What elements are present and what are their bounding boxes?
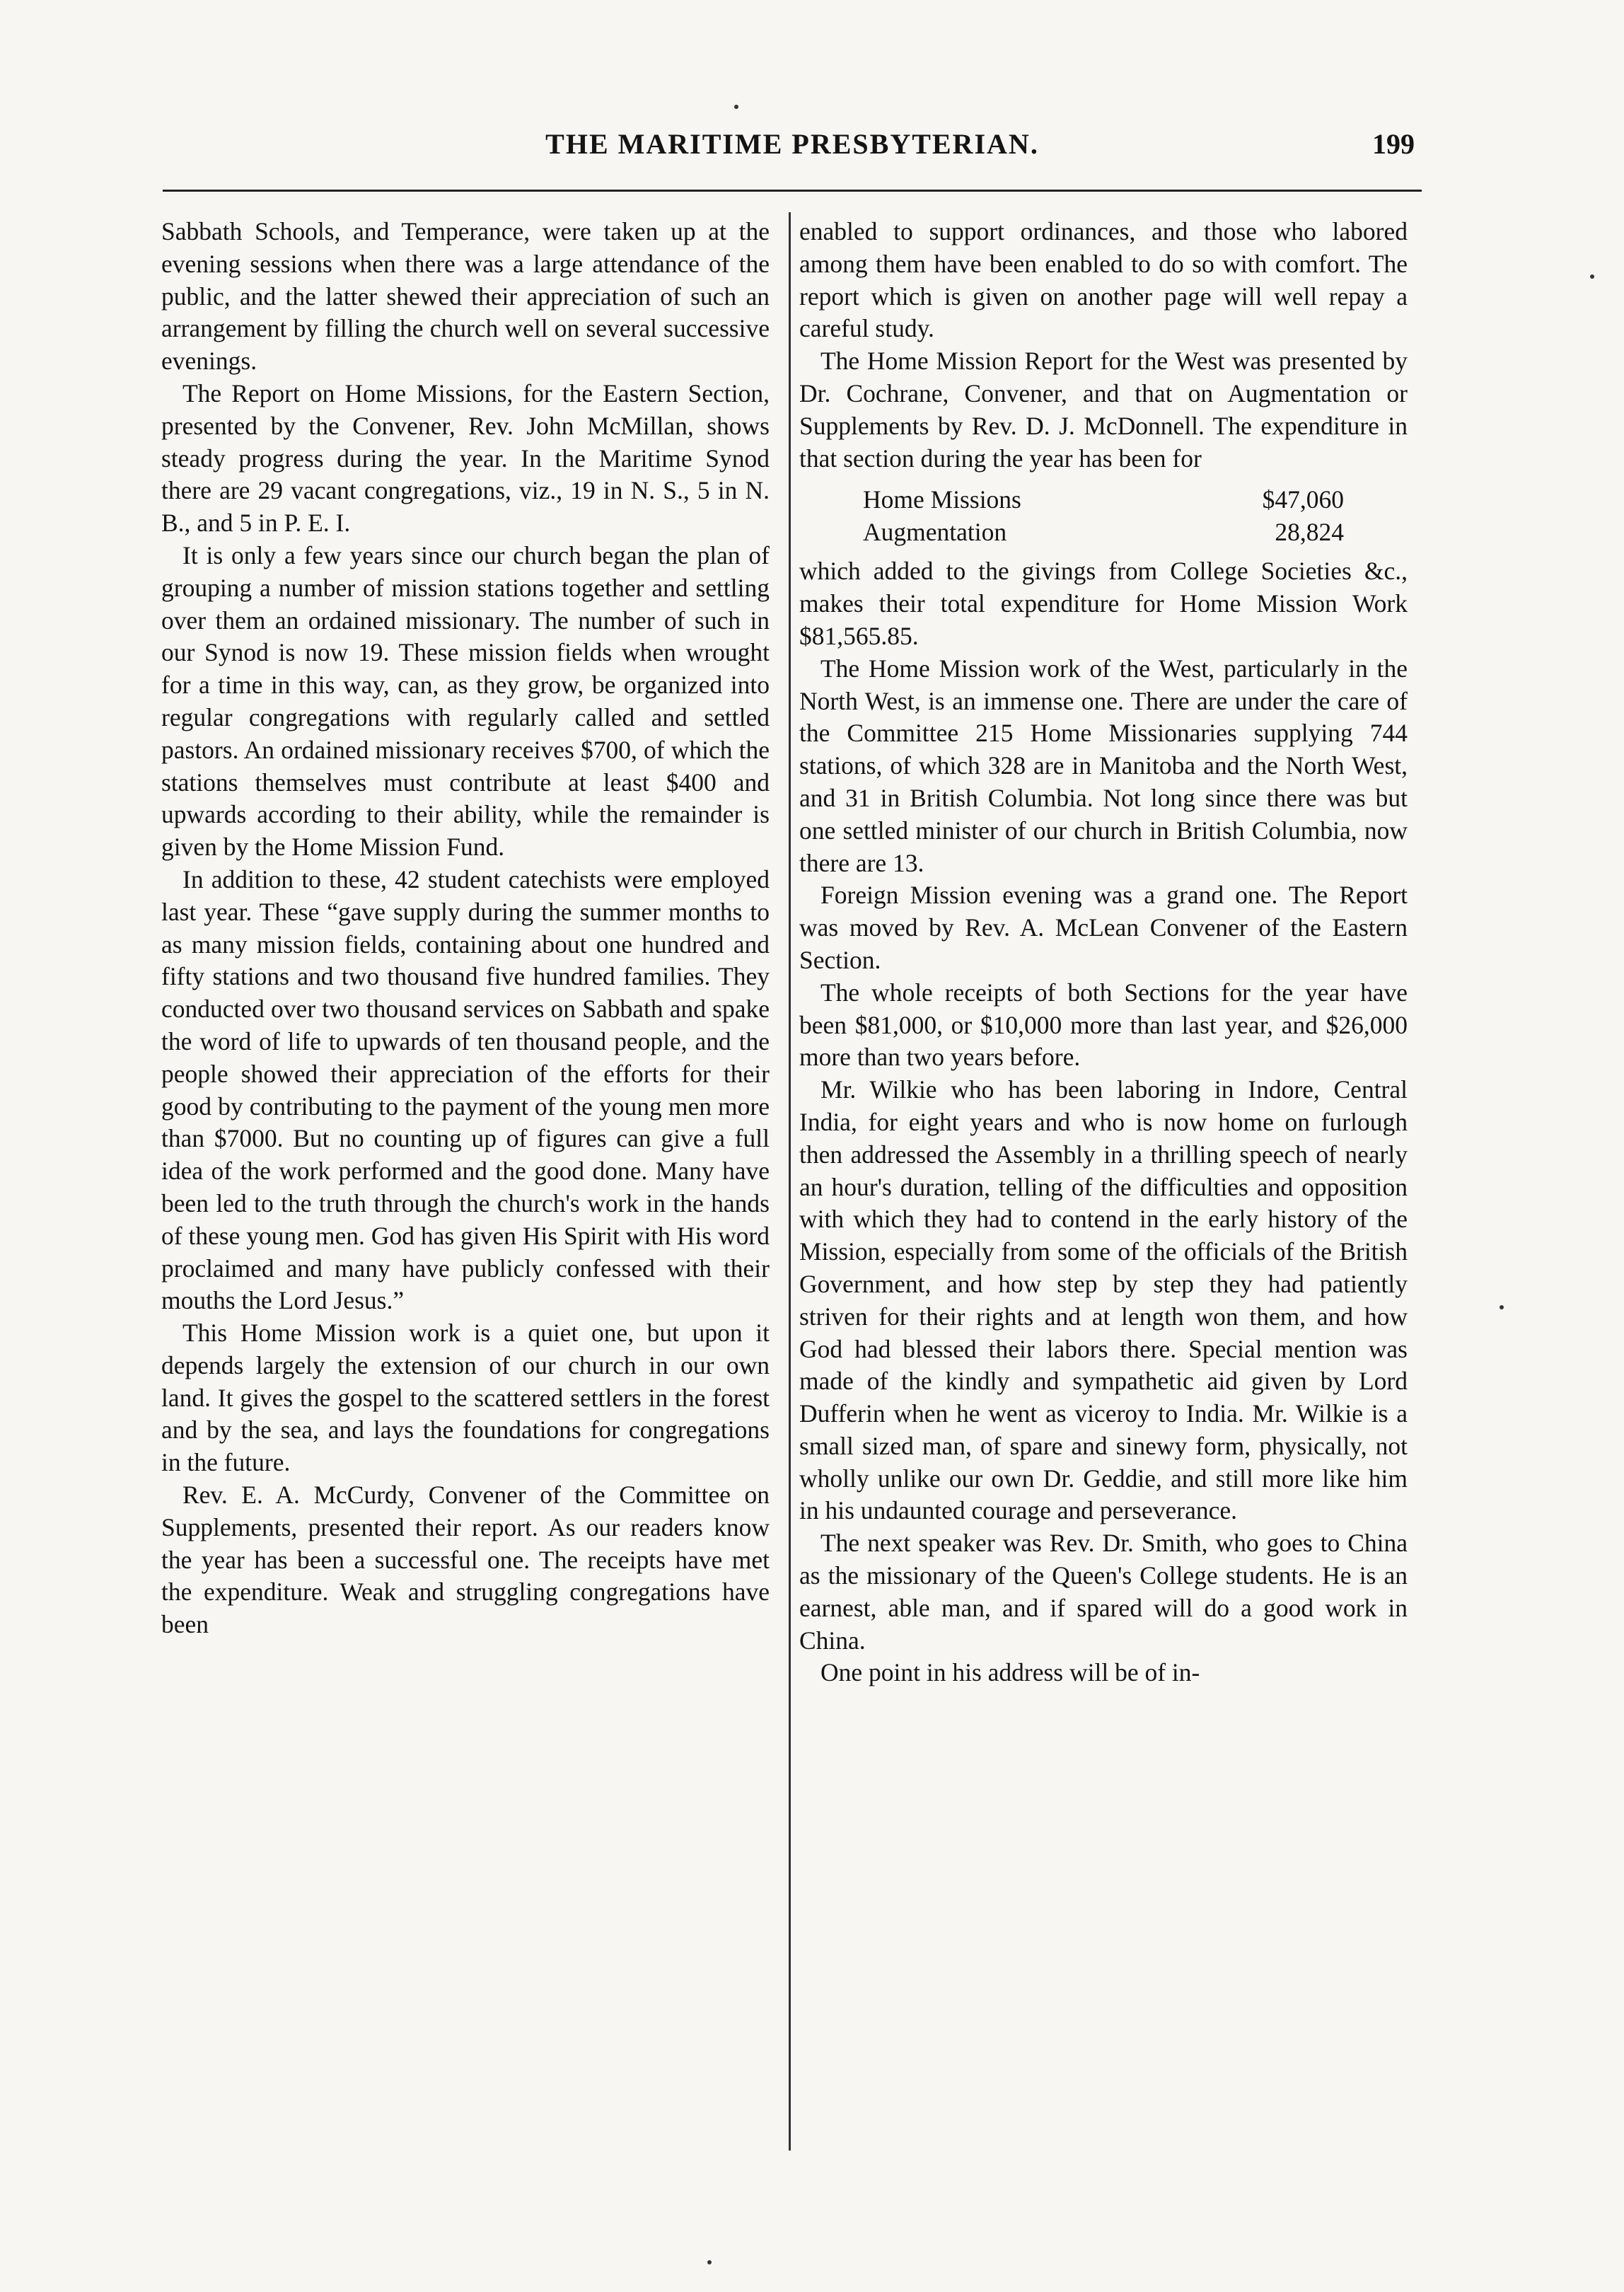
paragraph: It is only a few years since our church began the plan of grouping a number of mission stations together and settling over them an ordained missionary. The number of such in our Synod is now 19. These mission fields when wrought for a time in this way, can, as they grow, be organized into regular congregations with regularly called and settled pastors. An ordained missionary receives $700, of which the stations themselves must contribute at least $400 and upwards according to their ability, while the remainder is given by the Home Mission Fund.	[161, 540, 770, 862]
paragraph: The Home Mission work of the West, particularly in the North West, is an immense one. There are under the care of the Committee 215 Home Missionaries supplying 744 stations, of which 328 are in Manitoba and the North West, and 31 in British Columbia. Not long since there was but one settled minister of our church in British Columbia, now there are 13.	[799, 654, 1408, 877]
expenditure-table	[863, 483, 1344, 548]
header-rule	[163, 190, 1422, 192]
paragraph: The next speaker was Rev. Dr. Smith, who goes to China as the missionary of the Queen's College students. He is an earnest, able man, and if spared will do a good work in China.	[799, 1529, 1408, 1655]
paragraph: Foreign Mission evening was a grand one. The Report was moved by Rev. A. McLean Convener of the Eastern Section.	[799, 881, 1408, 974]
paragraph: The Report on Home Missions, for the Eastern Section, presented by the Convener, Rev. John McMillan, shows steady progress during the year. In the Maritime Synod there are 29 vacant congregations, viz., 19 in N. S., 5 in N. B., and 5 in P. E. I.	[161, 378, 770, 538]
table-row	[863, 483, 1344, 516]
paragraph: which added to the givings from College Societies &c., makes their total expenditure for Home Mission Work $81,565.85.	[799, 557, 1408, 650]
page-number: 199	[1372, 128, 1415, 160]
expenditure-amount: $47,060	[1262, 485, 1344, 514]
paragraph: enabled to support ordinances, and those who labored among them have been enabled to do so with comfort. The report which is given on another page will well repay a careful study.	[799, 217, 1408, 343]
scan-speck	[1590, 274, 1594, 279]
scan-speck	[707, 2260, 712, 2264]
paragraph: Mr. Wilkie who has been laboring in Indore, Central India, for eight years and who is now home on furlough then addressed the Assembly in a thrilling speech of nearly an hour's duration, telling of the difficulties and opposition with which they had to contend in the early history of the Mission, especially from some of the officials of the British Government, and how step by step they had patiently striven for their rights and at length won them, and how God had blessed their labors there. Special mention was made of the kindly and sympathetic aid given by Lord Dufferin when he went as viceroy to India. Mr. Wilkie is a small sized man, of spare and sinewy form, physically, not wholly unlike our own Dr. Geddie, and still more like him in his undaunted courage and perseverance.	[799, 1075, 1408, 1525]
paragraph: In addition to these, 42 student catechists were employed last year. These “gave supply during the summer months to as many mission fields, containing about one hundred and fifty stations and two thousand five hundred families. They conducted over two thousand services on Sabbath and spake the word of life to upwards of ten thousand people, and the people showed their appreciation of the efforts for their good by contributing to the payment of the young men more than $7000. But no counting up of figures can give a full idea of the work performed and the good done. Many have been led to the truth through the church's work in the hands of these young men. God has given His Spirit with His word proclaimed and many have publicly confessed with their mouths the Lord Jesus.”	[161, 864, 770, 1315]
paragraph: The whole receipts of both Sections for the year have been $81,000, or $10,000 more than last year, and $26,000 more than two years before.	[799, 978, 1408, 1072]
paragraph: This Home Mission work is a quiet one, but upon it depends largely the extension of our church in our own land. It gives the gospel to the scattered settlers in the forest and by the sea, and lays the foundations for congregations in the future.	[161, 1319, 770, 1477]
paragraph: The Home Mission Report for the West was presented by Dr. Cochrane, Convener, and that on Augmentation or Supplements by Rev. D. J. McDonnell. The expenditure in that section during the year has been for	[799, 347, 1408, 473]
journal-title: THE MARITIME PRESBYTERIAN.	[545, 128, 1039, 160]
expenditure-label: Augmentation	[863, 518, 1007, 547]
left-column	[161, 216, 770, 1641]
scan-speck	[1500, 1305, 1504, 1309]
column-divider	[789, 212, 791, 2151]
table-row	[863, 516, 1344, 548]
scan-speck	[734, 105, 738, 109]
paragraph: One point in his address will be of in-	[820, 1658, 1200, 1687]
paragraph: Rev. E. A. McCurdy, Convener of the Committee on Supplements, presented their report. As our readers know the year has been a successful one. The receipts have met the expenditure. Weak and struggling congregations have been	[161, 1481, 770, 1639]
paragraph: Sabbath Schools, and Temperance, were taken up at the evening sessions when there was a large attendance of the public, and the latter shewed their appreciation of such an arrangement by filling the church well on several successive evenings.	[161, 217, 770, 376]
expenditure-amount: 28,824	[1275, 518, 1344, 547]
right-column	[799, 216, 1408, 1689]
expenditure-label: Home Missions	[863, 485, 1021, 514]
page-header	[163, 127, 1422, 177]
